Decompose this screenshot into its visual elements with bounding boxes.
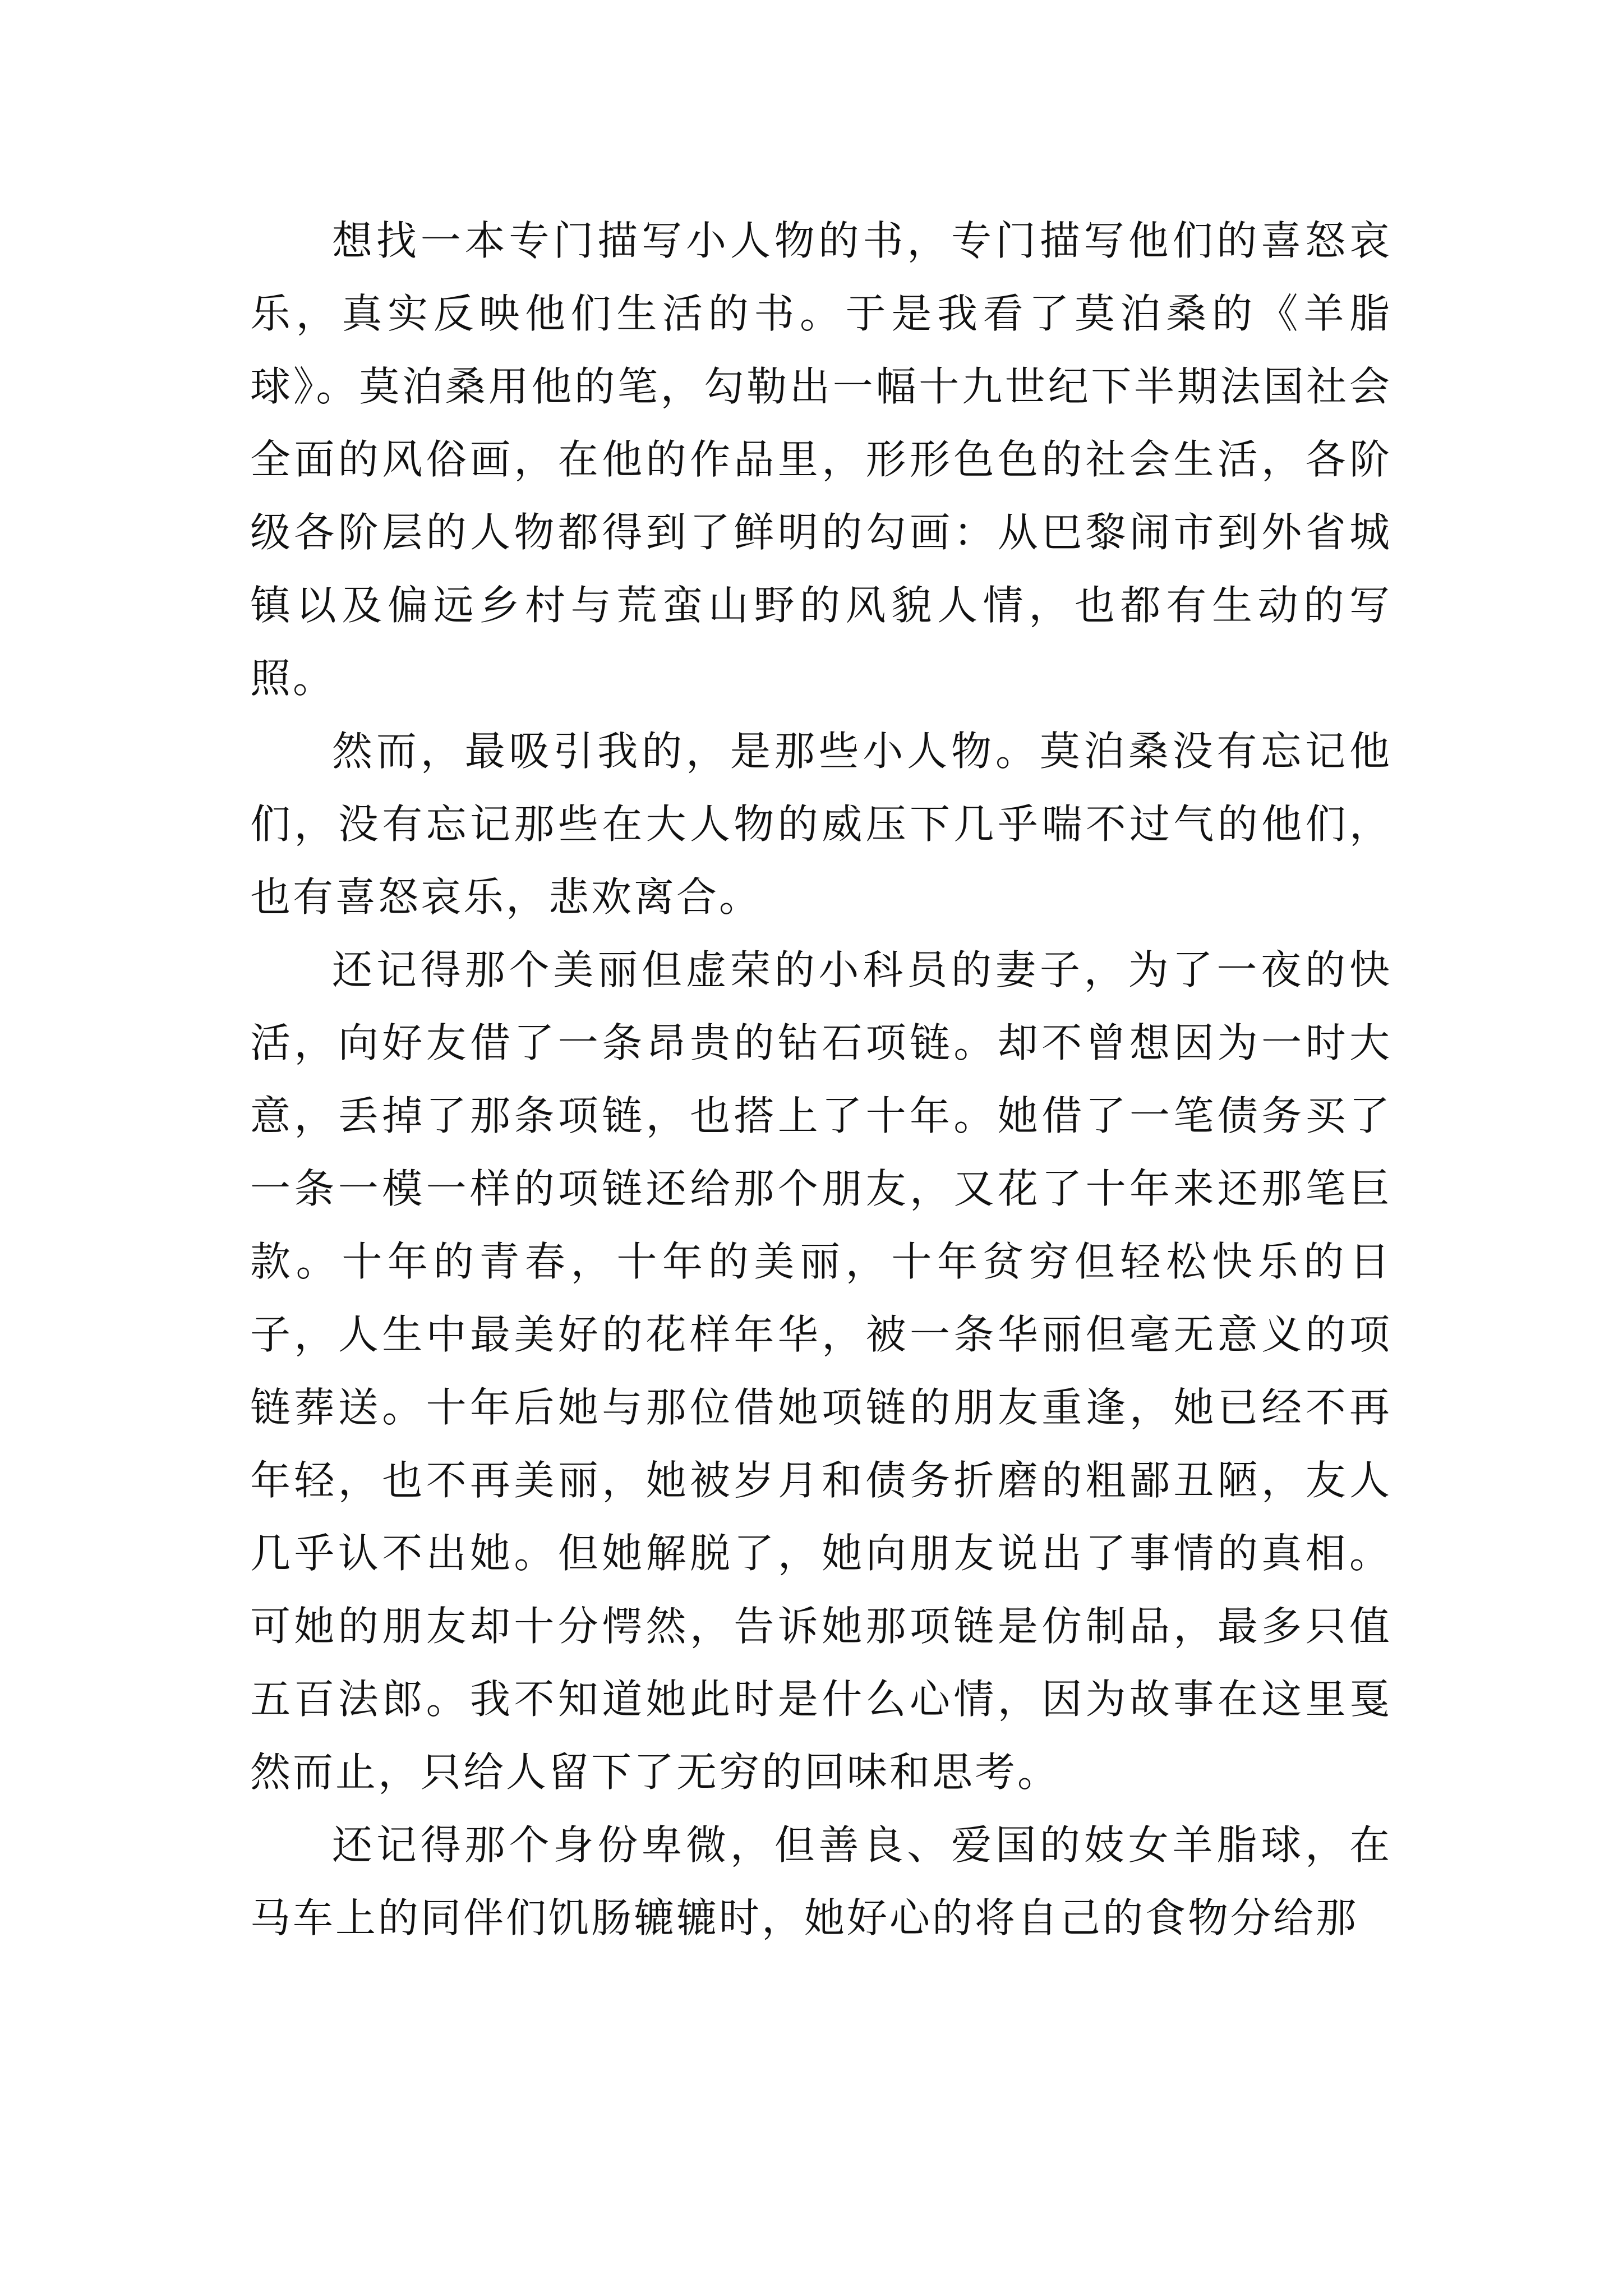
paragraph: 想找一本专门描写小人物的书，专门描写他们的喜怒哀乐，真实反映他们生活的书。于是我看了莫泊桑的《羊脂球》。莫泊桑用他的笔，勾勒出一幅十九世纪下半期法国社会全面的风俗画，在他的作品里，形形色色的社会生活，各阶级各阶层的人物都得到了鲜明的勾画：从巴黎闹市到外省城镇以及偏远乡村与荒蛮山野的风貌人情，也都有生动的写照。: [250, 217, 1392, 702]
paragraph: 还记得那个美丽但虚荣的小科员的妻子，为了一夜的快活，向好友借了一条昂贵的钻石项链。却不曾想因为一时大意，丢掉了那条项链，也搭上了十年。她借了一笔债务买了一条一模一样的项链还给那个朋友，又花了十年来还那笔巨款。十年的青春，十年的美丽，十年贫穷但轻松快乐的日子，人生中最美好的花样年华，被一条华丽但毫无意义的项链葬送。十年后她与那位借她项链的朋友重逢，她已经不再年轻，也不再美丽，她被岁月和债务折磨的粗鄙丑陋，友人几乎认不出她。但她解脱了，她向朋友说出了事情的真相。可她的朋友却十分愕然，告诉她那项链是仿制品，最多只值五百法郎。我不知道她此时是什么心情，因为故事在这里戛然而止，只给人留下了无穷的回味和思考。: [250, 946, 1392, 1796]
document-body: [250, 204, 1392, 1954]
paragraph: 然而，最吸引我的，是那些小人物。莫泊桑没有忘记他们，没有忘记那些在大人物的威压下几乎喘不过气的他们，也有喜怒哀乐，悲欢离合。: [250, 728, 1392, 921]
paragraph: 还记得那个身份卑微，但善良、爱国的妓女羊脂球，在马车上的同伴们饥肠辘辘时，她好心的将自己的食物分给那: [250, 1821, 1392, 1941]
